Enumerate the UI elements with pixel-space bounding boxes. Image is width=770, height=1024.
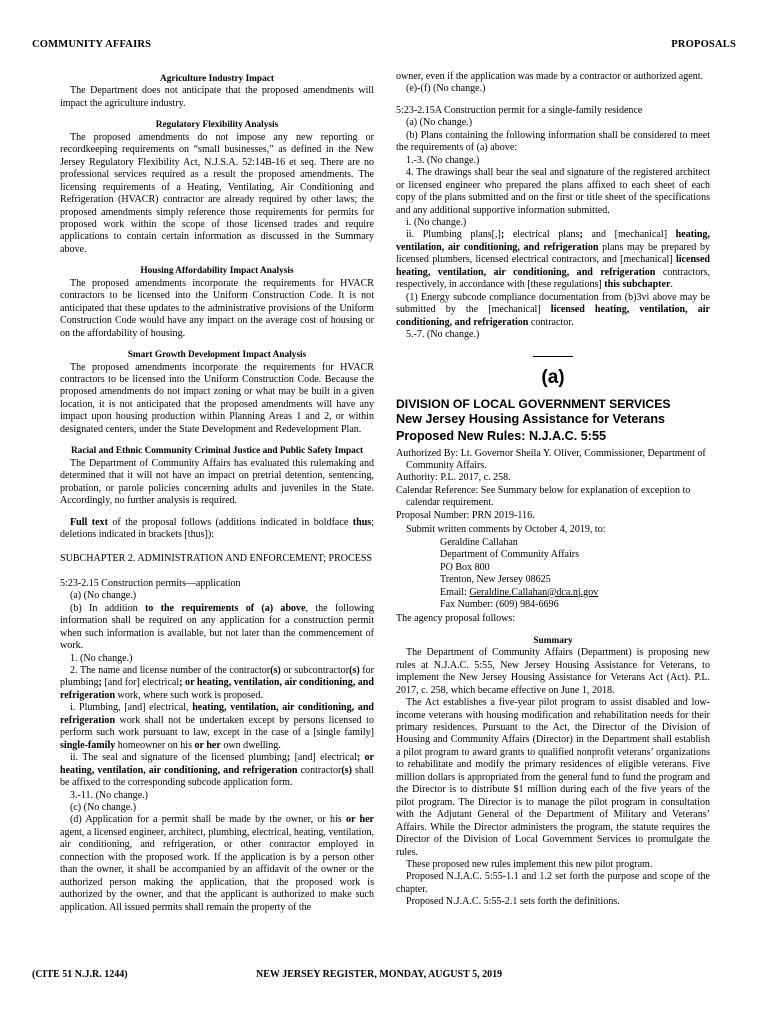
continued-text: owner, even if the application was made by a contractor or authorized agent. [396, 71, 704, 82]
heading-agriculture-impact: Agriculture Industry Impact [160, 74, 274, 84]
heading-summary: Summary [533, 635, 573, 646]
subsection-d: (d) Application for a permit shall be made by the owner, or his or her agent, a licensed engineer, architect, plumbing, electrical, heating, ventilation, air conditioning, and refrigeration, or other contractor employed in connection with the proposed work. If the application is by a person other than the owner, it shall be accompanied by an affidavit of the owner or the authorized person making the application, that the proposed work is authorized by the owner, and that the applicant is authorized to make such application. All issued permits shall remain the property of the [60, 814, 374, 913]
paragraph-b5-7: 5.-7. (No change.) [406, 329, 480, 341]
full-text-note: Full text of the proposal follows (additions indicated in boldface thus; deletions indicated in brackets [thus]): [60, 516, 374, 540]
footer-register-date: NEW JERSEY REGISTER, MONDAY, AUGUST 5, 2019 [256, 969, 503, 980]
paragraph-b2i: i. Plumbing, [and] electrical, heating, ventilation, air conditioning, and refrigeration work shall not be undertaken except by persons licensed to perform such work pursuant to law, except in the case of a [single family] single-family homeowner on his or her own dwelling. [60, 702, 374, 751]
paragraph-b1: 1. (No change.) [70, 652, 133, 664]
contact-address [396, 537, 710, 612]
paragraph-b4i: i. (No change.) [406, 216, 467, 228]
paragraph-b4ii-1: (1) Energy subcode compliance documentation from (b)3vi above may be submitted by the [mechanical] licensed heating, ventilation, air conditioning, and refrigeration contractor. [396, 291, 711, 328]
header-section-name: COMMUNITY AFFAIRS [32, 39, 152, 50]
subsection-e-f: (e)-(f) (No change.) [406, 83, 486, 95]
summary-paragraph-1: The Department of Community Affairs (Department) is proposing new rules at N.J.A.C. 5:55, New Jersey Housing Assistance for Veterans, to implement the New Jersey Housing Assistance for Veterans Act (Act). P.L. 2017, c. 258, which became effective on June 1, 2018. [396, 647, 710, 696]
contact-name: Geraldine Callahan [440, 536, 518, 548]
email-link[interactable]: Geraldine.Callahan@dca.nj.gov [469, 586, 599, 598]
subsection-b: (b) In addition to the requirements of (a) above, the following information shall be required on any application for a construction permit when such information is available, but not later than the commencement of work. [60, 602, 375, 652]
subsection-a-15a: (a) (No change.) [406, 117, 473, 129]
running-header [32, 39, 736, 53]
proposal-number: Proposal Number: PRN 2019-116. [396, 509, 535, 521]
subsection-b-15a: (b) Plans containing the following information shall be considered to meet the requirements of (a) above: [396, 129, 710, 154]
authorized-by: Authorized By: Lt. Governor Sheila Y. Oliver, Commissioner, Department of Community Affairs. [396, 447, 706, 471]
subchapter-heading: SUBCHAPTER 2. ADMINISTRATION AND ENFORCEMENT; PROCESS [60, 553, 373, 565]
header-section-type: PROPOSALS [671, 39, 736, 50]
subsection-a: (a) (No change.) [70, 590, 137, 602]
paragraph-b2: 2. The name and license number of the contractor(s) or subcontractor(s) for plumbing; [and for] electrical; or heating, ventilation, air conditioning, and refrigeration work, where such work is proposed. [60, 665, 375, 701]
heading-smart-growth: Smart Growth Development Impact Analysis [127, 350, 307, 361]
contact-fax: Fax Number: (609) 984-6696 [440, 598, 559, 610]
paragraph-criminal-justice-impact: The Department of Community Affairs has evaluated this rulemaking and determined that it will not have an impact on pretrial detention, sentencing, probation, or parole policies concerning adults and juveniles in the State. Accordingly, no further analysis is required. [60, 457, 374, 507]
page-footer [32, 969, 736, 983]
division-heading: DIVISION OF LOCAL GOVERNMENT SERVICES [396, 396, 671, 411]
section-divider [533, 356, 573, 357]
contact-city: Trenton, New Jersey 08625 [440, 574, 551, 586]
item-marker: (a) [541, 366, 565, 388]
section-heading-2-15: 5:23-2.15 Construction permits—application [60, 577, 241, 589]
paragraph-b4ii: ii. Plumbing plans[,]; electrical plans; and [mechanical] heating, ventilation, air conditioning, and refrigeration plans may be prepared by licensed plumbers, licensed electrical contractors, and [mechanical] licensed heating, ventilation, air conditioning, and refrigeration contractors, respectively, in accordance with [these regulations] this subchapter. [396, 229, 711, 291]
summary-paragraph-2: The Act establishes a five-year pilot program to assist disabled and low-income veterans with housing modification and rehabilitation needs for their primary residences. Pursuant to the Act, the Director of the Division of Housing and Community Affairs (Director) in the Department shall establish a pilot program to award grants to qualified nonprofit veterans’ organizations to rehabilitate and modify the primary residences of eligible veterans. Five million dollars is appropriated from the general fund to fund the program and the Director is to distribute $1 million during each of the five years of the pilot program. The Director is to manage the pilot program in consultation with the Adjutant General of the Department of Military and Veterans’ Affairs. While the Director administers the program, the statute requires the Director of the Division of Local Government Services to promulgate the rules. [396, 697, 710, 858]
paragraph-b4: 4. The drawings shall bear the seal and signature of the registered architect or licensed engineer who prepared the plans affixed to each sheet of each copy of the plans submitted and on the first or title sheet of the specifications and any additional supportive information submitted. [396, 167, 710, 216]
agency-proposal-follows: The agency proposal follows: [396, 613, 516, 625]
heading-criminal-justice-impact: Racial and Ethnic Community Criminal Justice and Public Safety Impact [70, 446, 364, 457]
right-column [396, 71, 710, 909]
summary-paragraph-5: Proposed N.J.A.C. 5:55-2.1 sets forth the definitions. [406, 896, 620, 908]
paragraph-b1-3: 1.-3. (No change.) [406, 154, 480, 166]
left-column [60, 71, 374, 914]
calendar-reference: Calendar Reference: See Summary below for explanation of exception to calendar requirement. [396, 484, 691, 509]
contact-email: Email: Geraldine.Callahan@dca.nj.gov [440, 586, 599, 598]
section-heading-2-15a: 5:23-2.15A Construction permit for a single-family residence [396, 104, 643, 116]
subsection-c: (c) (No change.) [70, 802, 137, 814]
submit-comments: Submit written comments by October 4, 2019, to: [406, 524, 606, 536]
heading-regulatory-flexibility: Regulatory Flexibility Analysis [155, 120, 279, 131]
summary-paragraph-4: Proposed N.J.A.C. 5:55-1.1 and 1.2 set forth the purpose and scope of the chapter. [396, 871, 710, 895]
paragraph-regulatory-flexibility: The proposed amendments do not impose any new reporting or recordkeeping requirements on “small businesses,” as defined in the New Jersey Regulatory Flexibility Act, N.J.S.A. 52:14B-16 et seq. There are no professional services required as a result the proposed amendments. The licensing requirements of a Heating, Ventilating, Air Conditioning and Refrigeration (HVACR) contractor are already required by other laws; the proposed amendments simply reference those requirements for permits for proposed work within the scope of those licensed trades and require applications to contain certain information as discussed in the Summary above. [60, 131, 374, 255]
paragraph-b3-11: 3.-11. (No change.) [70, 789, 149, 801]
contact-department: Department of Community Affairs [440, 549, 580, 561]
authority: Authority: P.L. 2017, c. 258. [396, 472, 511, 484]
footer-citation: (CITE 51 N.J.R. 1244) [32, 969, 128, 980]
heading-housing-affordability: Housing Affordability Impact Analysis [140, 266, 294, 277]
paragraph-b2ii: ii. The seal and signature of the licensed plumbing; [and] electrical; or heating, ventilation, air conditioning, and refrigeration contractor(s) shall be affixed to the corresponding subcode application form. [60, 752, 375, 789]
summary-paragraph-3: These proposed new rules implement this new pilot program. [406, 859, 653, 871]
paragraph-agriculture-impact: The Department does not anticipate that the proposed amendments will impact the agriculture industry. [60, 85, 374, 109]
proposal-subtitle: Proposed New Rules: N.J.A.C. 5:55 [396, 428, 606, 443]
contact-po-box: PO Box 800 [440, 561, 490, 573]
paragraph-smart-growth: The proposed amendments incorporate the requirements for HVACR contractors to be licensed into the Uniform Construction Code. Because the proposed amendments do not impact zoning or what may be built in a given location, it is not anticipated that the proposed amendments will have any impact upon housing production within Planning Areas 1 and 2, or within designated centers, under the State Development and Redevelopment Plan. [60, 361, 374, 435]
proposal-title: New Jersey Housing Assistance for Veterans [396, 411, 666, 426]
paragraph-housing-affordability: The proposed amendments incorporate the requirements for HVACR contractors to be licensed into the Uniform Construction Code. It is not anticipated that these updates to the administrative provisions of the Uniform Construction Code would have any impact on the average cost of housing or on the affordability of housing. [60, 277, 374, 339]
